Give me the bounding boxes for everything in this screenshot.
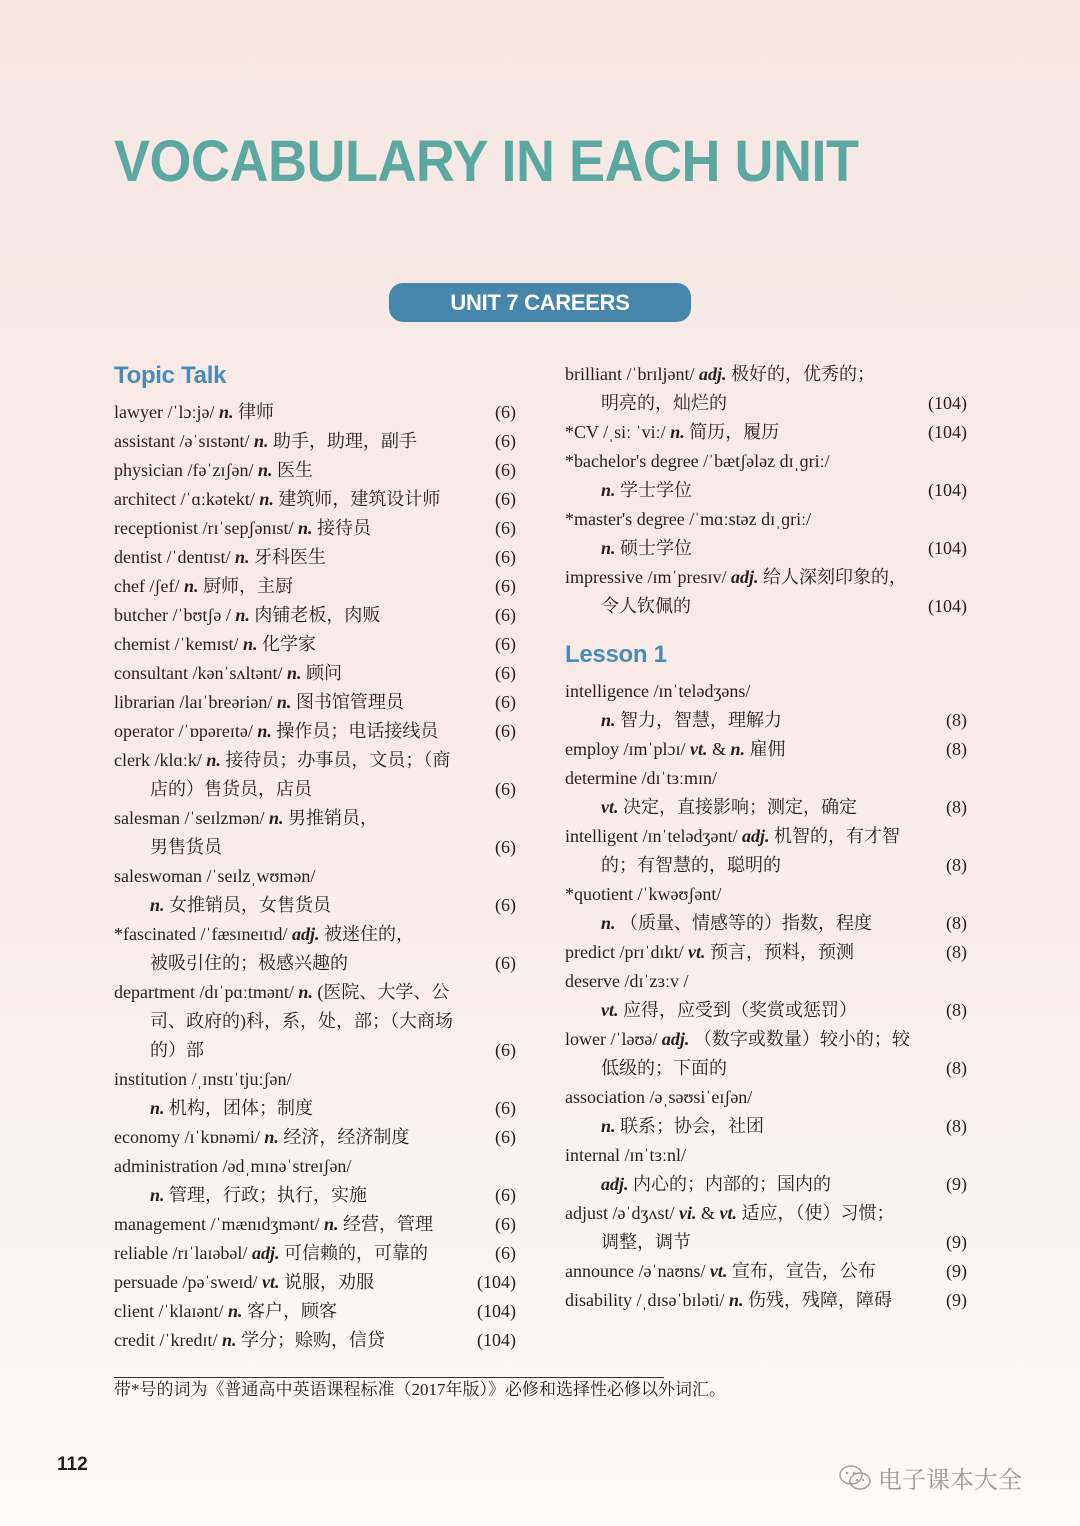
vocab-entry-text: dentist /ˈdentɪst/ n. 牙科医生 — [114, 547, 327, 567]
vocab-entry-text: *bachelor's degree /ˈbætʃələz dɪˌɡriː/ — [565, 451, 830, 471]
part-of-speech: vi. — [678, 1203, 697, 1223]
page-reference: (9) — [946, 1261, 967, 1281]
vocab-entry-text: deserve /dɪˈzɜːv / — [565, 971, 689, 991]
page-reference: (9) — [946, 1290, 967, 1310]
page-reference: (8) — [946, 1058, 967, 1078]
vocab-line — [114, 1326, 516, 1355]
vocab-line — [114, 862, 516, 891]
vocab-line — [565, 1170, 967, 1199]
page-reference: (6) — [495, 489, 516, 509]
vocab-line — [565, 851, 967, 880]
vocab-entry-text: 明亮的，灿烂的 — [601, 393, 727, 413]
part-of-speech: n. — [601, 480, 616, 500]
part-of-speech: vt. — [709, 1261, 728, 1281]
vocab-line — [114, 775, 516, 804]
part-of-speech: n. — [242, 634, 258, 654]
vocab-entry-text: vt. 应得，应受到（奖赏或惩罚） — [601, 1000, 857, 1020]
vocab-line — [114, 1210, 516, 1239]
vocab-entry-text: 被吸引住的；极感兴趣的 — [150, 953, 348, 973]
page-reference: (6) — [495, 1214, 516, 1234]
part-of-speech: vt. — [601, 797, 619, 817]
vocab-entry-text: n. 机构，团体；制度 — [150, 1098, 314, 1118]
vocab-line — [114, 978, 516, 1007]
section-heading-lesson-1: Lesson 1 — [565, 641, 667, 668]
vocab-entry-text: architect /ˈɑːkətekt/ n. 建筑师，建筑设计师 — [114, 489, 441, 509]
page-reference: (6) — [495, 779, 516, 799]
vocab-entry-text: announce /əˈnaʊns/ vt. 宣布，宣告，公布 — [565, 1261, 876, 1281]
page-reference: (6) — [495, 721, 516, 741]
vocab-entry-text: vt. 决定，直接影响；测定，确定 — [601, 797, 857, 817]
part-of-speech: n. — [730, 739, 746, 759]
vocab-line — [565, 1054, 967, 1083]
part-of-speech: n. — [276, 692, 292, 712]
vocab-line — [565, 996, 967, 1025]
vocab-entry-text: impressive /ɪmˈpresɪv/ adj. 给人深刻印象的， — [565, 567, 907, 587]
page-reference: (8) — [946, 942, 967, 962]
vocab-line — [114, 804, 516, 833]
vocab-line — [565, 967, 967, 996]
vocab-entry-text: n. 联系；协会，社团 — [601, 1116, 765, 1136]
vocab-line — [114, 1036, 516, 1065]
vocab-line — [565, 447, 967, 476]
vocab-entry-text: 的）部 — [150, 1040, 204, 1060]
vocab-entry-text: salesman /ˈseɪlzmən/ n. 男推销员， — [114, 808, 378, 828]
page-reference: (8) — [946, 855, 967, 875]
vocab-entry-text: chef /ʃef/ n. 厨师，主厨 — [114, 576, 293, 596]
part-of-speech: vt. — [719, 1203, 737, 1223]
vocab-entry-text: chemist /ˈkemɪst/ n. 化学家 — [114, 634, 316, 654]
vocab-line — [565, 822, 967, 851]
vocab-line — [565, 706, 967, 735]
vocab-line — [114, 920, 516, 949]
part-of-speech: n. — [670, 422, 685, 442]
vocab-entry-text: management /ˈmænɪdʒmənt/ n. 经营，管理 — [114, 1214, 433, 1234]
part-of-speech: n. — [206, 750, 221, 770]
vocab-entry-text: assistant /əˈsɪstənt/ n. 助手，助理，副手 — [114, 431, 417, 451]
vocab-entry-text: disability /ˌdɪsəˈbɪləti/ n. 伤残，残障，障碍 — [565, 1290, 892, 1310]
vocab-entry-text: n. 管理，行政；执行，实施 — [150, 1185, 368, 1205]
page-reference: (8) — [946, 739, 967, 759]
vocab-line — [565, 476, 967, 505]
vocab-entry-text: persuade /pəˈsweɪd/ vt. 说服，劝服 — [114, 1272, 374, 1292]
page-reference: (8) — [946, 1116, 967, 1136]
vocab-entry-text: determine /dɪˈtɜːmɪn/ — [565, 768, 718, 788]
vocab-line — [565, 880, 967, 909]
page-reference: (9) — [946, 1232, 967, 1252]
vocab-entry-text: n. 女推销员，女售货员 — [150, 895, 332, 915]
page-reference: (6) — [495, 576, 516, 596]
vocab-entry-text: consultant /kənˈsʌltənt/ n. 顾问 — [114, 663, 342, 683]
vocab-entry-text: credit /ˈkredɪt/ n. 学分；赊购，信贷 — [114, 1330, 385, 1350]
part-of-speech: vt. — [601, 1000, 619, 1020]
left-column — [114, 360, 516, 1355]
part-of-speech: n. — [218, 402, 234, 422]
vocab-line — [565, 418, 967, 447]
part-of-speech: vt. — [689, 739, 708, 759]
page-reference: (6) — [495, 1243, 516, 1263]
part-of-speech: n. — [601, 538, 616, 558]
vocab-line — [114, 456, 516, 485]
vocab-entry-text: butcher /ˈbʊtʃə / n. 肉铺老板，肉贩 — [114, 605, 381, 625]
page-reference: (6) — [495, 518, 516, 538]
part-of-speech: n. — [601, 913, 616, 933]
part-of-speech: n. — [221, 1330, 237, 1350]
vocab-entry-text: intelligent /ɪnˈtelədʒənt/ adj. 机智的，有才智 — [565, 826, 900, 846]
section-heading-topic-talk: Topic Talk — [114, 362, 227, 389]
page-reference: (6) — [495, 663, 516, 683]
vocab-line — [114, 1007, 516, 1036]
vocab-entry-text: n. 硕士学位 — [601, 538, 693, 558]
part-of-speech: n. — [253, 431, 269, 451]
vocab-line — [114, 659, 516, 688]
vocab-entry-text: 店的）售货员，店员 — [150, 779, 312, 799]
wechat-icon — [838, 1463, 872, 1493]
vocab-entry-text: *CV /ˌsiː ˈviː/ n. 简历，履历 — [565, 422, 780, 442]
vocab-line — [565, 1199, 967, 1228]
vocab-entry-text: *quotient /ˈkwəʊʃənt/ — [565, 884, 722, 904]
page-reference: (104) — [928, 596, 967, 616]
page-reference: (104) — [477, 1330, 516, 1350]
unit-label: UNIT 7 CAREERS — [450, 289, 630, 315]
part-of-speech: adj. — [661, 1029, 690, 1049]
part-of-speech: n. — [601, 1116, 616, 1136]
vocab-line — [565, 1257, 967, 1286]
page-reference: (8) — [946, 797, 967, 817]
vocab-line — [114, 572, 516, 601]
page-reference: (6) — [495, 895, 516, 915]
vocab-line — [114, 746, 516, 775]
part-of-speech: adj. — [291, 924, 320, 944]
part-of-speech: n. — [150, 895, 165, 915]
vocab-entry-text: clerk /klɑːk/ n. 接待员；办事员，文员；（商 — [114, 750, 451, 770]
part-of-speech: n. — [728, 1290, 744, 1310]
page-reference: (6) — [495, 402, 516, 422]
vocab-line — [114, 427, 516, 456]
page-reference: (9) — [946, 1174, 967, 1194]
footnote: 带*号的词为《普通高中英语课程标准（2017年版）》必修和选择性必修以外词汇。 — [114, 1380, 726, 1399]
watermark-text: 电子课本大全 — [878, 1466, 1022, 1494]
vocab-line — [114, 1123, 516, 1152]
page-title: VOCABULARY IN EACH UNIT — [114, 129, 859, 194]
part-of-speech: adj. — [730, 567, 759, 587]
page-reference: (6) — [495, 605, 516, 625]
vocab-entry-text: 低级的；下面的 — [601, 1058, 727, 1078]
vocab-line — [565, 1025, 967, 1054]
vocab-line — [565, 1112, 967, 1141]
vocab-entry-text: association /əˌsəʊsiˈeɪʃən/ — [565, 1087, 753, 1107]
page-reference: (104) — [477, 1301, 516, 1321]
part-of-speech: adj. — [251, 1243, 280, 1263]
vocab-line — [565, 764, 967, 793]
part-of-speech: vt. — [261, 1272, 280, 1292]
vocab-line — [114, 514, 516, 543]
vocab-entry-text: client /ˈklaɪənt/ n. 客户，顾客 — [114, 1301, 337, 1321]
part-of-speech: n. — [257, 721, 272, 741]
page-reference: (104) — [928, 538, 967, 558]
page-reference: (8) — [946, 710, 967, 730]
page-number: 112 — [57, 1454, 88, 1475]
part-of-speech: n. — [268, 808, 284, 828]
vocab-entry-text: n. 智力，智慧，理解力 — [601, 710, 783, 730]
vocab-entry-text: receptionist /rɪˈsepʃənɪst/ n. 接待员 — [114, 518, 371, 538]
part-of-speech: n. — [323, 1214, 339, 1234]
watermark — [838, 1460, 1022, 1495]
vocab-entry-text: 令人钦佩的 — [601, 596, 691, 616]
vocab-entry-text: predict /prɪˈdɪkt/ vt. 预言，预料，预测 — [565, 942, 854, 962]
vocab-line — [565, 534, 967, 563]
vocab-entry-text: brilliant /ˈbrɪljənt/ adj. 极好的，优秀的； — [565, 364, 875, 384]
page-reference: (6) — [495, 547, 516, 567]
part-of-speech: adj. — [601, 1174, 629, 1194]
part-of-speech: n. — [150, 1098, 165, 1118]
part-of-speech: vt. — [687, 942, 706, 962]
page-reference: (6) — [495, 1127, 516, 1147]
vocab-entry-text: *master's degree /ˈmɑːstəz dɪˌɡriː/ — [565, 509, 812, 529]
vocab-entry-text: lower /ˈləʊə/ adj. （数字或数量）较小的；较 — [565, 1029, 910, 1049]
vocab-entry-text: institution /ˌɪnstɪˈtjuːʃən/ — [114, 1069, 292, 1089]
part-of-speech: n. — [227, 1301, 243, 1321]
vocab-line — [565, 677, 967, 706]
vocab-line — [565, 389, 967, 418]
unit-label-badge — [389, 283, 691, 322]
vocab-line — [565, 735, 967, 764]
page-reference: (6) — [495, 1098, 516, 1118]
part-of-speech: adj. — [741, 826, 770, 846]
vocab-line — [114, 891, 516, 920]
vocab-line — [114, 1065, 516, 1094]
page-reference: (6) — [495, 634, 516, 654]
page-reference: (6) — [495, 837, 516, 857]
vocab-line — [565, 563, 967, 592]
part-of-speech: n. — [286, 663, 302, 683]
part-of-speech: adj. — [698, 364, 727, 384]
vocab-line — [114, 688, 516, 717]
page-reference: (8) — [946, 913, 967, 933]
vocab-entry-text: 调整，调节 — [601, 1232, 691, 1252]
part-of-speech: n. — [150, 1185, 165, 1205]
vocab-line — [114, 717, 516, 746]
vocab-line — [565, 1228, 967, 1257]
vocab-line — [114, 1268, 516, 1297]
vocab-line — [565, 938, 967, 967]
vocab-list — [565, 360, 967, 621]
page-reference: (104) — [928, 393, 967, 413]
vocab-entry-text: adj. 内心的；内部的；国内的 — [601, 1174, 832, 1194]
page-reference: (104) — [928, 480, 967, 500]
vocab-entry-text: intelligence /ɪnˈtelədʒəns/ — [565, 681, 751, 701]
page-reference: (104) — [928, 422, 967, 442]
part-of-speech: n. — [183, 576, 199, 596]
page-reference: (6) — [495, 692, 516, 712]
vocab-entry-text: 的；有智慧的，聪明的 — [601, 855, 781, 875]
vocab-line — [114, 949, 516, 978]
vocab-line — [565, 1141, 967, 1170]
page-reference: (6) — [495, 431, 516, 451]
vocab-line — [114, 543, 516, 572]
vocab-list — [565, 677, 967, 1315]
page-reference: (8) — [946, 1000, 967, 1020]
vocab-line — [565, 793, 967, 822]
vocab-entry-text: adjust /əˈdʒʌst/ vi. & vt. 适应，（使）习惯； — [565, 1203, 895, 1223]
part-of-speech: n. — [264, 1127, 279, 1147]
vocab-entry-text: reliable /rɪˈlaɪəbəl/ adj. 可信赖的，可靠的 — [114, 1243, 428, 1263]
vocab-entry-text: administration /ədˌmɪnəˈstreɪʃən/ — [114, 1156, 352, 1176]
vocab-entry-text: saleswoman /ˈseɪlzˌwʊmən/ — [114, 866, 316, 886]
vocab-line — [565, 1083, 967, 1112]
vocab-line — [565, 909, 967, 938]
vocab-line — [114, 1239, 516, 1268]
right-column — [565, 360, 967, 1315]
vocab-entry-text: n. 学士学位 — [601, 480, 693, 500]
vocab-entry-text: 司、政府的)科，系，处，部；（大商场 — [150, 1011, 453, 1031]
part-of-speech: n. — [259, 489, 274, 509]
vocab-entry-text: department /dɪˈpɑːtmənt/ n. (医院、大学、公 — [114, 982, 450, 1002]
vocab-entry-text: *fascinated /ˈfæsɪneɪtɪd/ adj. 被迷住的， — [114, 924, 414, 944]
vocab-entry-text: employ /ɪmˈplɔɪ/ vt. & n. 雇佣 — [565, 739, 786, 759]
vocab-line — [565, 1286, 967, 1315]
part-of-speech: n. — [298, 982, 313, 1002]
vocab-line — [114, 833, 516, 862]
vocab-line — [565, 360, 967, 389]
vocab-line — [114, 398, 516, 427]
vocab-line — [114, 1094, 516, 1123]
vocab-line — [114, 1297, 516, 1326]
part-of-speech: n. — [297, 518, 313, 538]
page-reference: (104) — [477, 1272, 516, 1292]
vocab-entry-text: physician /fəˈzɪʃən/ n. 医生 — [114, 460, 313, 480]
vocab-entry-text: n. （质量、情感等的）指数，程度 — [601, 913, 873, 933]
vocab-line — [114, 485, 516, 514]
vocab-entry-text: operator /ˈɒpəreɪtə/ n. 操作员；电话接线员 — [114, 721, 439, 741]
vocab-list — [114, 398, 516, 1355]
vocab-entry-text: librarian /laɪˈbreəriən/ n. 图书馆管理员 — [114, 692, 404, 712]
vocab-entry-text: lawyer /ˈlɔːjə/ n. 律师 — [114, 402, 274, 422]
part-of-speech: n. — [257, 460, 273, 480]
part-of-speech: n. — [235, 605, 250, 625]
vocab-entry-text: 男售货员 — [150, 837, 222, 857]
vocab-entry-text: economy /ɪˈkɒnəmi/ n. 经济，经济制度 — [114, 1127, 410, 1147]
vocab-line — [114, 630, 516, 659]
vocab-entry-text: internal /ɪnˈtɜːnl/ — [565, 1145, 687, 1165]
vocab-line — [114, 1181, 516, 1210]
part-of-speech: n. — [235, 547, 250, 567]
page-reference: (6) — [495, 1040, 516, 1060]
page-reference: (6) — [495, 953, 516, 973]
part-of-speech: n. — [601, 710, 616, 730]
page-reference: (6) — [495, 1185, 516, 1205]
vocab-line — [114, 601, 516, 630]
vocab-line — [565, 505, 967, 534]
page-reference: (6) — [495, 460, 516, 480]
vocab-line — [114, 1152, 516, 1181]
vocab-line — [565, 592, 967, 621]
